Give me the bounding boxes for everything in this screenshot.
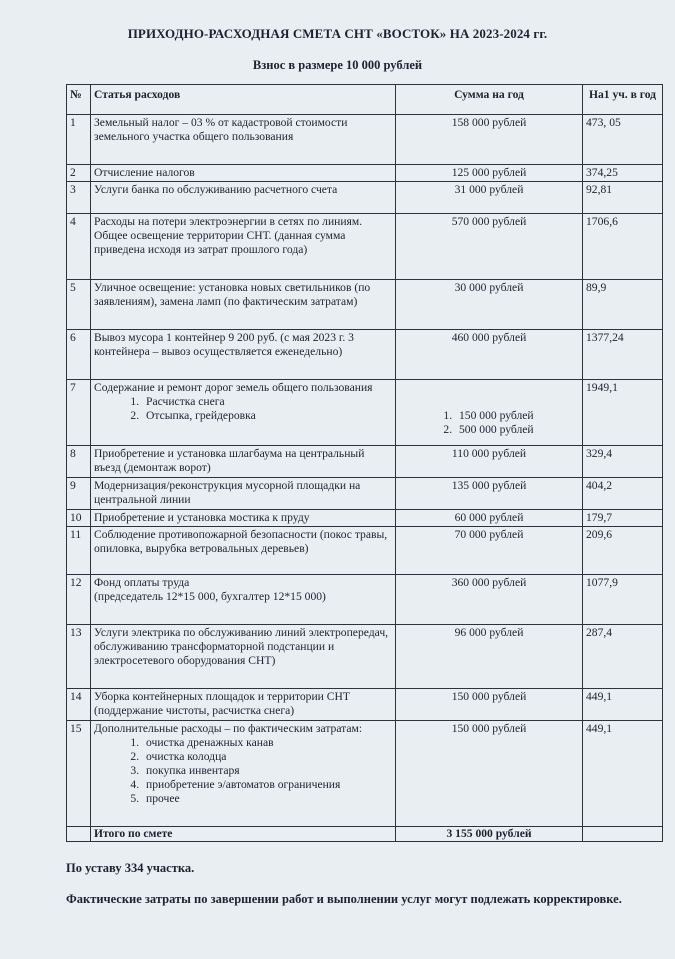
row-per-plot: 92,81	[583, 182, 663, 214]
row-per-plot: 329,4	[583, 446, 663, 478]
table-row	[67, 478, 663, 510]
row-item-detail: (председатель 12*15 000, бухгалтер 12*15 000)	[94, 590, 326, 603]
row-item	[91, 721, 396, 827]
table-row	[67, 689, 663, 721]
row-per-plot: 449,1	[583, 721, 663, 827]
total-label: Итого по смете	[91, 827, 396, 842]
row-item: Соблюдение противопожарной безопасности (покос травы, опиловка, вырубка ветровальных деревьев)	[91, 527, 396, 575]
row-sum: 135 000 рублей	[396, 478, 583, 510]
note-adjustment: Фактические затраты по завершении работ и выполнении услуг могут подлежать корректировке.	[66, 892, 622, 906]
note-plots: По уставу 334 участка.	[66, 861, 195, 875]
document-subtitle: Взнос в размере 10 000 рублей	[252, 58, 423, 72]
row-per-plot: 473, 05	[583, 115, 663, 165]
row-num: 14	[67, 689, 91, 721]
row-item: Вывоз мусора 1 контейнер 9 200 руб. (с мая 2023 г. 3 контейнера – вывоз осуществляется еженедельно)	[91, 330, 396, 380]
table-row	[67, 182, 663, 214]
header-per-plot: На1 уч. в год	[583, 85, 663, 115]
row-subitem: 2. Отсыпка, грейдеровка	[142, 409, 392, 423]
row-item: Приобретение и установка мостика к пруду	[91, 510, 396, 527]
row-item: Уборка контейнерных площадок и территории СНТ (поддержание чистоты, расчистка снега)	[91, 689, 396, 721]
row-item-text: Дополнительные расходы – по фактическим затратам:	[94, 722, 363, 735]
table-row	[67, 280, 663, 330]
row-sum: 60 000 рублей	[396, 510, 583, 527]
header-sum: Сумма на год	[396, 85, 583, 115]
row-item: Услуги электрика по обслуживанию линий электропередач, обслуживанию трансформаторной подстанции и электросетевого оборудования СНТ)	[91, 625, 396, 689]
row-num: 15	[67, 721, 91, 827]
row-per-plot: 209,6	[583, 527, 663, 575]
table-total-row	[67, 827, 663, 842]
row-subitem: 2. очистка колодца	[142, 750, 392, 764]
row-item-text: Фонд оплаты труда	[94, 576, 190, 589]
row-num: 9	[67, 478, 91, 510]
row-sum: 158 000 рублей	[396, 115, 583, 165]
row-item: Уличное освещение: установка новых светильников (по заявлениям), замена ламп (по фактическим затратам)	[91, 280, 396, 330]
row-per-plot: 1077,9	[583, 575, 663, 625]
row-sum: 460 000 рублей	[396, 330, 583, 380]
row-num: 7	[67, 380, 91, 446]
row-item	[91, 380, 396, 446]
row-sum: 110 000 рублей	[396, 446, 583, 478]
total-sum: 3 155 000 рублей	[396, 827, 583, 842]
total-num	[67, 827, 91, 842]
row-num: 4	[67, 214, 91, 280]
table-row	[67, 380, 663, 446]
row-per-plot: 449,1	[583, 689, 663, 721]
row-sum: 360 000 рублей	[396, 575, 583, 625]
row-item: Отчисление налогов	[91, 165, 396, 182]
row-per-plot: 1949,1	[583, 380, 663, 446]
row-per-plot: 1706,6	[583, 214, 663, 280]
row-subitem: 1. Расчистка снега	[142, 395, 392, 409]
row-subitem: 1. очистка дренажных канав	[142, 736, 392, 750]
row-num: 8	[67, 446, 91, 478]
row-sublist	[94, 395, 392, 423]
row-num: 6	[67, 330, 91, 380]
row-per-plot: 1377,24	[583, 330, 663, 380]
row-num: 11	[67, 527, 91, 575]
row-item: Приобретение и установка шлагбаума на центральный въезд (демонтаж ворот)	[91, 446, 396, 478]
row-per-plot: 374,25	[583, 165, 663, 182]
row-sublist	[94, 736, 392, 806]
table-row	[67, 721, 663, 827]
table-row	[67, 165, 663, 182]
row-item: Услуги банка по обслуживанию расчетного счета	[91, 182, 396, 214]
row-sum: 70 000 рублей	[396, 527, 583, 575]
row-num: 3	[67, 182, 91, 214]
table-row	[67, 575, 663, 625]
row-item: Расходы на потери электроэнергии в сетях по линиям. Общее освещение территории СНТ. (данная сумма приведена исходя из затрат прошлого года)	[91, 214, 396, 280]
row-subitem: 4. приобретение э/автоматов ограничения	[142, 778, 392, 792]
row-subsum: 1. 150 000 рублей	[455, 409, 579, 423]
row-sum: 150 000 рублей	[396, 689, 583, 721]
total-per	[583, 827, 663, 842]
table-row	[67, 446, 663, 478]
row-num: 5	[67, 280, 91, 330]
row-subitem: 3. покупка инвентаря	[142, 764, 392, 778]
table-row	[67, 214, 663, 280]
row-item: Земельный налог – 03 % от кадастровой стоимости земельного участка общего пользования	[91, 115, 396, 165]
row-num: 12	[67, 575, 91, 625]
header-item: Статья расходов	[91, 85, 396, 115]
row-per-plot: 179,7	[583, 510, 663, 527]
row-per-plot: 287,4	[583, 625, 663, 689]
row-sum	[396, 380, 583, 446]
row-sum: 31 000 рублей	[396, 182, 583, 214]
row-subitem: 5. прочее	[142, 792, 392, 806]
row-sum: 150 000 рублей	[396, 721, 583, 827]
row-num: 1	[67, 115, 91, 165]
row-subsums	[399, 409, 579, 437]
table-row	[67, 625, 663, 689]
header-num: №	[67, 85, 91, 115]
row-sum: 125 000 рублей	[396, 165, 583, 182]
row-item	[91, 575, 396, 625]
budget-table	[66, 84, 663, 842]
row-num: 10	[67, 510, 91, 527]
row-sum: 30 000 рублей	[396, 280, 583, 330]
row-per-plot: 404,2	[583, 478, 663, 510]
row-item: Модернизация/реконструкция мусорной площадки на центральной линии	[91, 478, 396, 510]
table-row	[67, 510, 663, 527]
row-sum: 96 000 рублей	[396, 625, 583, 689]
row-item-text: Содержание и ремонт дорог земель общего пользования	[94, 381, 373, 394]
row-num: 2	[67, 165, 91, 182]
row-subsum: 2. 500 000 рублей	[455, 423, 579, 437]
table-header-row	[67, 85, 663, 115]
row-num: 13	[67, 625, 91, 689]
row-sum: 570 000 рублей	[396, 214, 583, 280]
row-per-plot: 89,9	[583, 280, 663, 330]
document-title: ПРИХОДНО-РАСХОДНАЯ СМЕТА СНТ «ВОСТОК» НА 2023-2024 гг.	[127, 26, 548, 41]
table-row	[67, 115, 663, 165]
table-row	[67, 527, 663, 575]
table-row	[67, 330, 663, 380]
